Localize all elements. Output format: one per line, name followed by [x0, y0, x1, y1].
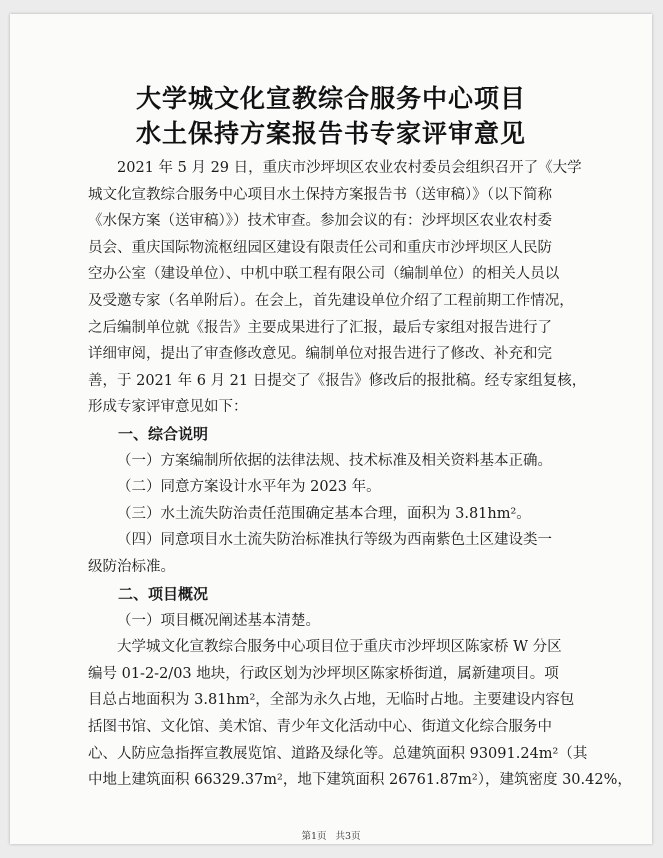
intro-line: 详细审阅，提出了审查修改意见。编制单位对报告进行了修改、补充和完 — [88, 346, 552, 363]
intro-line: 城文化宣教综合服务中心项目水土保持方案报告书（送审稿）》（以下简称 — [88, 186, 552, 203]
intro-line: 空办公室（建设单位）、中机中联工程有限公司（编制单位）的相关人员以 — [88, 266, 560, 283]
intro-line: 形成专家评审意见如下： — [88, 399, 248, 416]
intro-line: 善，于 2021 年 6 月 21 日提交了《报告》修改后的报批稿。经专家组复核， — [88, 372, 587, 389]
section-2-line: 中地上建筑面积 66329.37m²，地下建筑面积 26761.87m²），建筑密度 30.42%， — [88, 772, 632, 789]
section-2-heading: 二、项目概况 — [118, 585, 209, 603]
section-2-line: 目总占地面积为 3.81hm²，全部为永久占地，无临时占地。主要建设内容包 — [88, 692, 575, 709]
section-1-item: （四）同意项目水土流失防治标准执行等级为西南紫色土区建设类一 — [117, 532, 552, 549]
intro-line: 之后编制单位就《报告》主要成果进行了汇报，最后专家组对报告进行了 — [88, 319, 552, 336]
intro-paragraph — [88, 155, 587, 421]
section-1-item: （一）方案编制所依据的法律法规、技术标准及相关资料基本正确。 — [117, 452, 552, 469]
intro-line: 《水保方案（送审稿）》）技术审查。参加会议的有：沙坪坝区农业农村委 — [88, 213, 552, 230]
section-2-subheading: （一）项目概况阐述基本清楚。 — [117, 612, 320, 629]
document-page — [10, 14, 652, 844]
section-1-item: （三）水土流失防治责任范围确定基本合理，面积为 3.81hm²。 — [117, 505, 531, 522]
section-1-heading: 一、综合说明 — [118, 425, 209, 443]
document-title-line1: 大学城文化宣教综合服务中心项目 — [135, 84, 526, 113]
section-2-line: 编号 01-2-2/03 地块，行政区划为沙坪坝区陈家桥街道，属新建项目。项 — [88, 665, 559, 682]
section-2-line: 心、人防应急指挥宣教展览馆、道路及绿化等。总建筑面积 93091.24m²（其 — [88, 745, 588, 762]
section-1 — [88, 421, 582, 581]
document-title-line2: 水土保持方案报告书专家评审意见 — [135, 119, 526, 148]
page-total: 共3页 — [335, 831, 361, 842]
section-2-line: 括图书馆、文化馆、美术馆、青少年文化活动中心、街道文化综合服务中 — [88, 718, 552, 735]
page-footer — [10, 828, 652, 842]
section-2 — [88, 581, 632, 794]
page-number: 第1页 — [301, 831, 327, 842]
section-1-item: 级防治标准。 — [88, 558, 175, 575]
intro-line: 2021 年 5 月 29 日，重庆市沙坪坝区农业农村委员会组织召开了《大学 — [117, 160, 582, 176]
intro-line: 员会、重庆国际物流枢纽园区建设有限责任公司和重庆市沙坪坝区人民防 — [88, 239, 552, 256]
section-2-line: 大学城文化宣教综合服务中心项目位于重庆市沙坪坝区陈家桥 W 分区 — [117, 639, 562, 656]
section-1-item: （二）同意方案设计水平年为 2023 年。 — [117, 479, 381, 496]
intro-line: 及受邀专家（名单附后）。在会上，首先建设单位介绍了工程前期工作情况， — [88, 292, 574, 309]
